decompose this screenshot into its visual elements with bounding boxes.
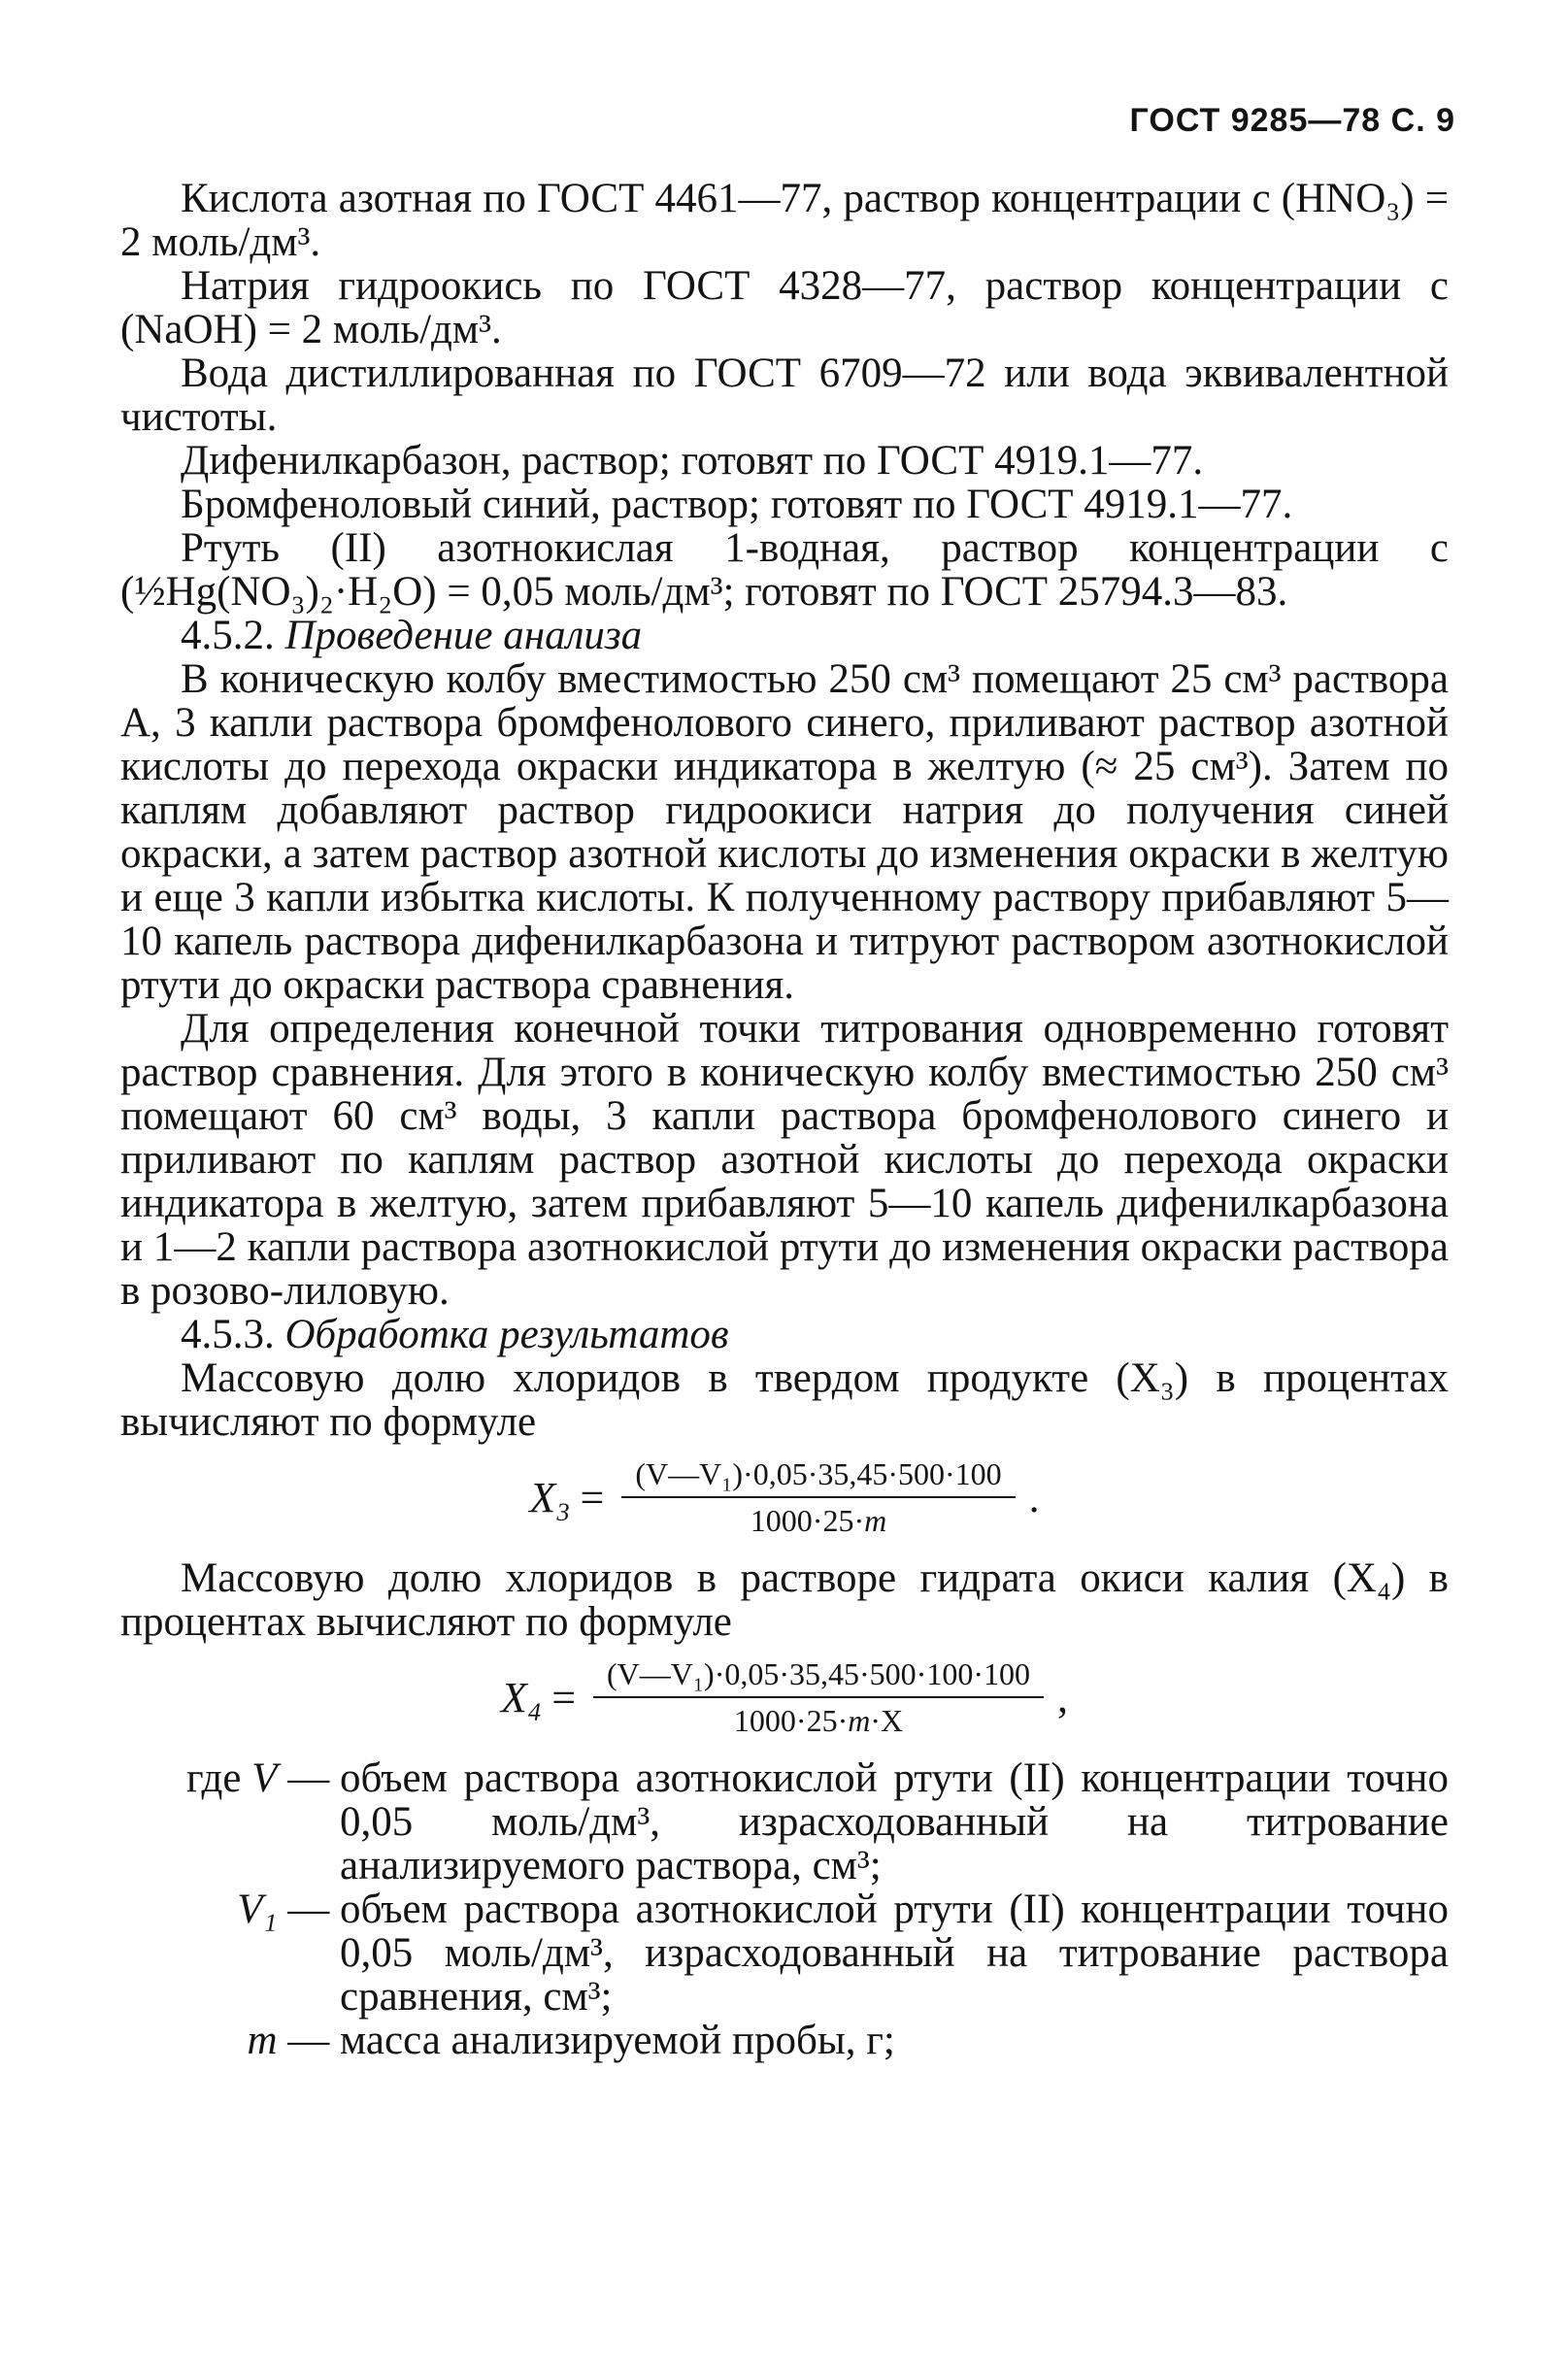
definition-text: масса анализируемой пробы, г; [340, 2018, 895, 2063]
formula-fraction [593, 1655, 1044, 1739]
formula-denominator [734, 1698, 903, 1739]
denominator-number: 1000·25· [733, 1703, 849, 1738]
definition-row-m [120, 2019, 1449, 2062]
definition-dash: — [277, 1887, 340, 1932]
definition-row-v1 [120, 1888, 1449, 2019]
section-title: Обработка результатов [284, 1312, 729, 1357]
definition-text: объем раствора азотнокислой ртути (II) концентрации точно 0,05 моль/дм³, израсходованный на титрование раствора сравнения, см³; [340, 1887, 1449, 2020]
analysis-paragraph: В коническую колбу вместимостью 250 см³ помещают 25 см³ раствора А, 3 капли раствора бромфенолового синего, приливают раствор азотной кислоты до перехода окраски индикатора в желтую (≈ 25 см³). Затем по каплям добавляют раствор гидроокиси натрия до получения синей окраски, а затем раствор азотной кислоты до изменения окраски в желтую и еще 3 капли избытка кислоты. К полученному раствору прибавляют 5—10 капель раствора дифенилкарбазона и титруют раствором азотнокислой ртути до окраски раствора сравнения. [120, 656, 1449, 1008]
reagent-water: Вода дистиллированная по ГОСТ 6709—72 или вода эквивалентной чистоты. [120, 351, 1449, 440]
reagent-diphenylcarbazone: Дифенилкарбазон, раствор; готовят по ГОСТ 4919.1—77. [181, 438, 1204, 484]
definition-dash: — [277, 1755, 340, 1801]
definition-lead [120, 1756, 340, 1888]
formula-lhs: X₃ [529, 1473, 571, 1521]
formula-punct: . [1028, 1473, 1040, 1521]
formula-denominator [751, 1498, 886, 1539]
section-heading-4-5-2 [181, 614, 1449, 657]
definition-lead [120, 2019, 340, 2062]
formula-fraction [621, 1455, 1015, 1539]
reagent-mercury-nitrate: Ртуть (II) азотнокислая 1-водная, раствор концентрации с (½Hg(NO₃)₂·H₂O) = 0,05 моль/дм³; готовят по ГОСТ 25794.3—83. [120, 525, 1449, 615]
page-header: ГОСТ 9285—78 С. 9 [1129, 102, 1455, 139]
formula-lhs: X₄ [501, 1673, 543, 1721]
definition-text: объем раствора азотнокислой ртути (II) концентрации точно 0,05 моль/дм³, израсходованный на титрование анализируемого раствора, см³; [340, 1755, 1449, 1888]
formula-x4 [120, 1655, 1449, 1739]
section-heading-4-5-3 [181, 1313, 1449, 1356]
formula-numerator: (V—V₁)·0,05·35,45·500·100·100 [593, 1655, 1044, 1698]
definition-symbol: V₁ [237, 1887, 278, 1932]
reagent-nitric-acid: Кислота азотная по ГОСТ 4461—77, раствор концентрации с (HNO₃) = 2 моль/дм³. [120, 176, 1449, 265]
formula-x3-intro: Массовую долю хлоридов в твердом продукте (X₃) в процентах вычисляют по формуле [120, 1355, 1449, 1445]
formula-equals: = [580, 1473, 605, 1521]
definition-lead [120, 1888, 340, 2019]
formula-equals: = [551, 1673, 577, 1721]
document-body [120, 177, 1449, 2062]
formula-punct: , [1056, 1673, 1068, 1721]
formula-x3 [120, 1455, 1449, 1539]
formula-x4-intro: Массовую долю хлоридов в растворе гидрата окиси калия (X₄) в процентах вычисляют по формуле [120, 1555, 1449, 1645]
reference-solution-paragraph: Для определения конечной точки титрования одновременно готовят раствор сравнения. Для этого в коническую колбу вместимостью 250 см³ помещают 60 см³ воды, 3 капли раствора бромфенолового синего и приливают по каплям раствор азотной кислоты до перехода окраски индикатора в желтую, затем прибавляют 5—10 капель дифенилкарбазона и 1—2 капли раствора азотнокислой ртути до изменения окраски раствора в розово-лиловую. [120, 1006, 1449, 1314]
denominator-variable: m [848, 1703, 871, 1738]
definition-row-v [120, 1756, 1449, 1888]
reagent-sodium-hydroxide: Натрия гидроокись по ГОСТ 4328—77, раствор концентрации с (NaOH) = 2 моль/дм³. [120, 263, 1449, 352]
definition-dash: — [277, 2018, 340, 2063]
definition-symbol: m [247, 2018, 278, 2063]
reagent-bromophenol-blue: Бромфеноловый синий, раствор; готовят по ГОСТ 4919.1—77. [181, 482, 1293, 527]
definition-symbol: V [251, 1755, 278, 1801]
denominator-tail: ·X [870, 1703, 904, 1738]
formula-numerator: (V—V₁)·0,05·35,45·500·100 [621, 1455, 1015, 1498]
section-title: Проведение анализа [284, 613, 643, 658]
where-prefix: где [186, 1755, 242, 1801]
denominator-variable: m [864, 1503, 887, 1538]
section-number: 4.5.2. [181, 613, 275, 658]
section-number: 4.5.3. [181, 1312, 275, 1357]
denominator-number: 1000·25· [750, 1503, 865, 1538]
variable-definitions [120, 1756, 1449, 2062]
